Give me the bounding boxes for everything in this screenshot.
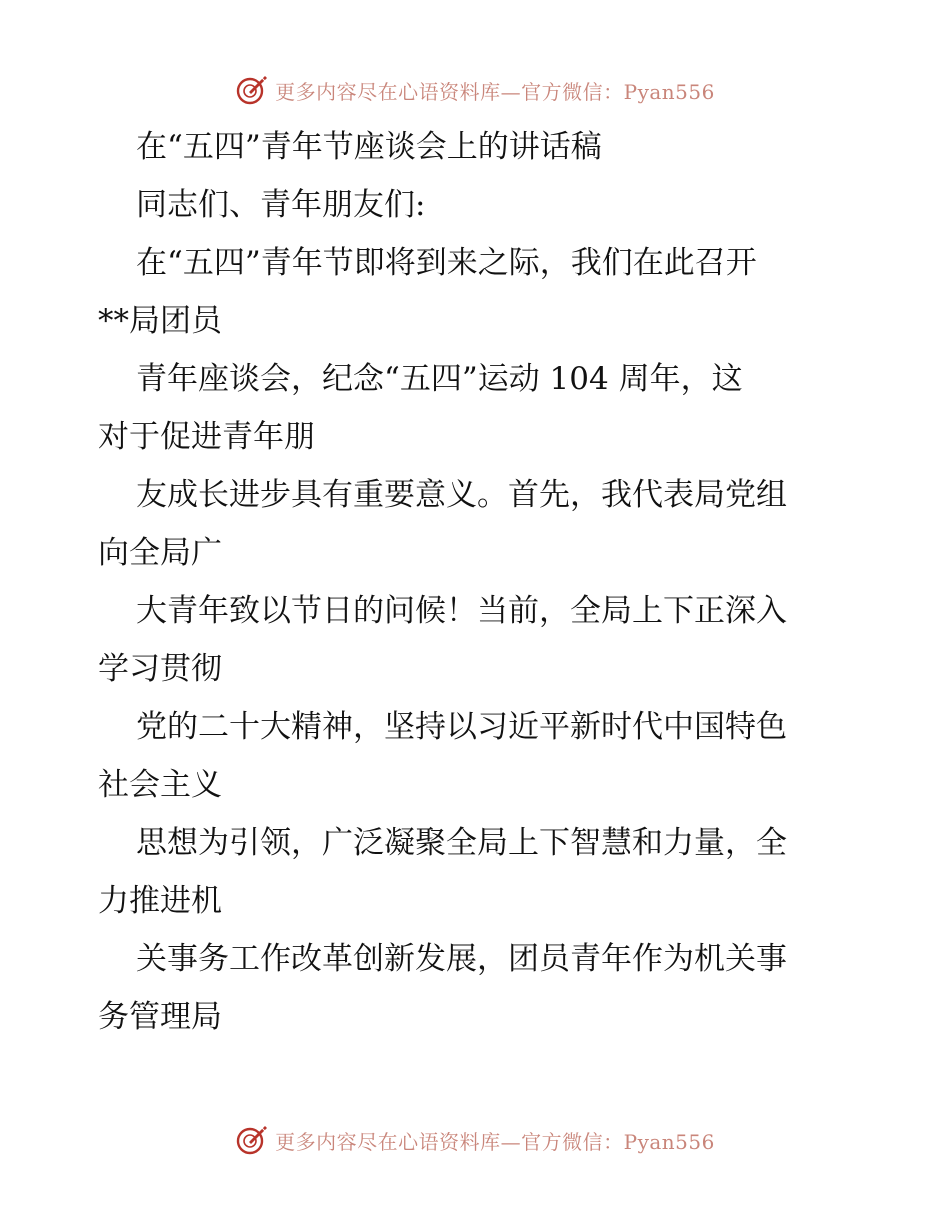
paragraph-line: 学习贯彻 bbox=[98, 651, 222, 687]
paragraph-line: 对于促进青年朋 bbox=[98, 419, 315, 455]
paragraph-line: **局团员 bbox=[98, 303, 222, 339]
paragraph-line: 在“五四”青年节即将到来之际，我们在此召开 bbox=[136, 245, 757, 281]
footer-banner bbox=[0, 1118, 950, 1162]
paragraph-line: 力推进机 bbox=[98, 883, 222, 919]
paragraph-line: 党的二十大精神，坚持以习近平新时代中国特色 bbox=[136, 709, 787, 745]
paragraph-line: 向全局广 bbox=[98, 535, 222, 571]
paragraph-line: 友成长进步具有重要意义。首先，我代表局党组 bbox=[136, 477, 787, 513]
document-body bbox=[98, 118, 858, 1046]
paragraph-line: 青年座谈会，纪念“五四”运动 104 周年，这 bbox=[136, 361, 743, 397]
salutation: 同志们、青年朋友们: bbox=[136, 187, 426, 223]
document-title: 在“五四”青年节座谈会上的讲话稿 bbox=[136, 129, 602, 165]
pen-nib-logo-icon bbox=[235, 1123, 269, 1157]
paragraph-line: 务管理局 bbox=[98, 999, 222, 1035]
paragraph-line: 关事务工作改革创新发展，团员青年作为机关事 bbox=[136, 941, 787, 977]
paragraph-line: 大青年致以节日的问候！当前，全局上下正深入 bbox=[136, 593, 787, 629]
paragraph-line: 社会主义 bbox=[98, 767, 222, 803]
header-banner-text: 更多内容尽在心语资料库—官方微信：Pyan556 bbox=[275, 79, 715, 104]
paragraph-line: 思想为引领，广泛凝聚全局上下智慧和力量，全 bbox=[136, 825, 787, 861]
footer-banner-text: 更多内容尽在心语资料库—官方微信：Pyan556 bbox=[275, 1129, 715, 1154]
pen-nib-logo-icon bbox=[235, 73, 269, 107]
header-banner bbox=[0, 68, 950, 112]
